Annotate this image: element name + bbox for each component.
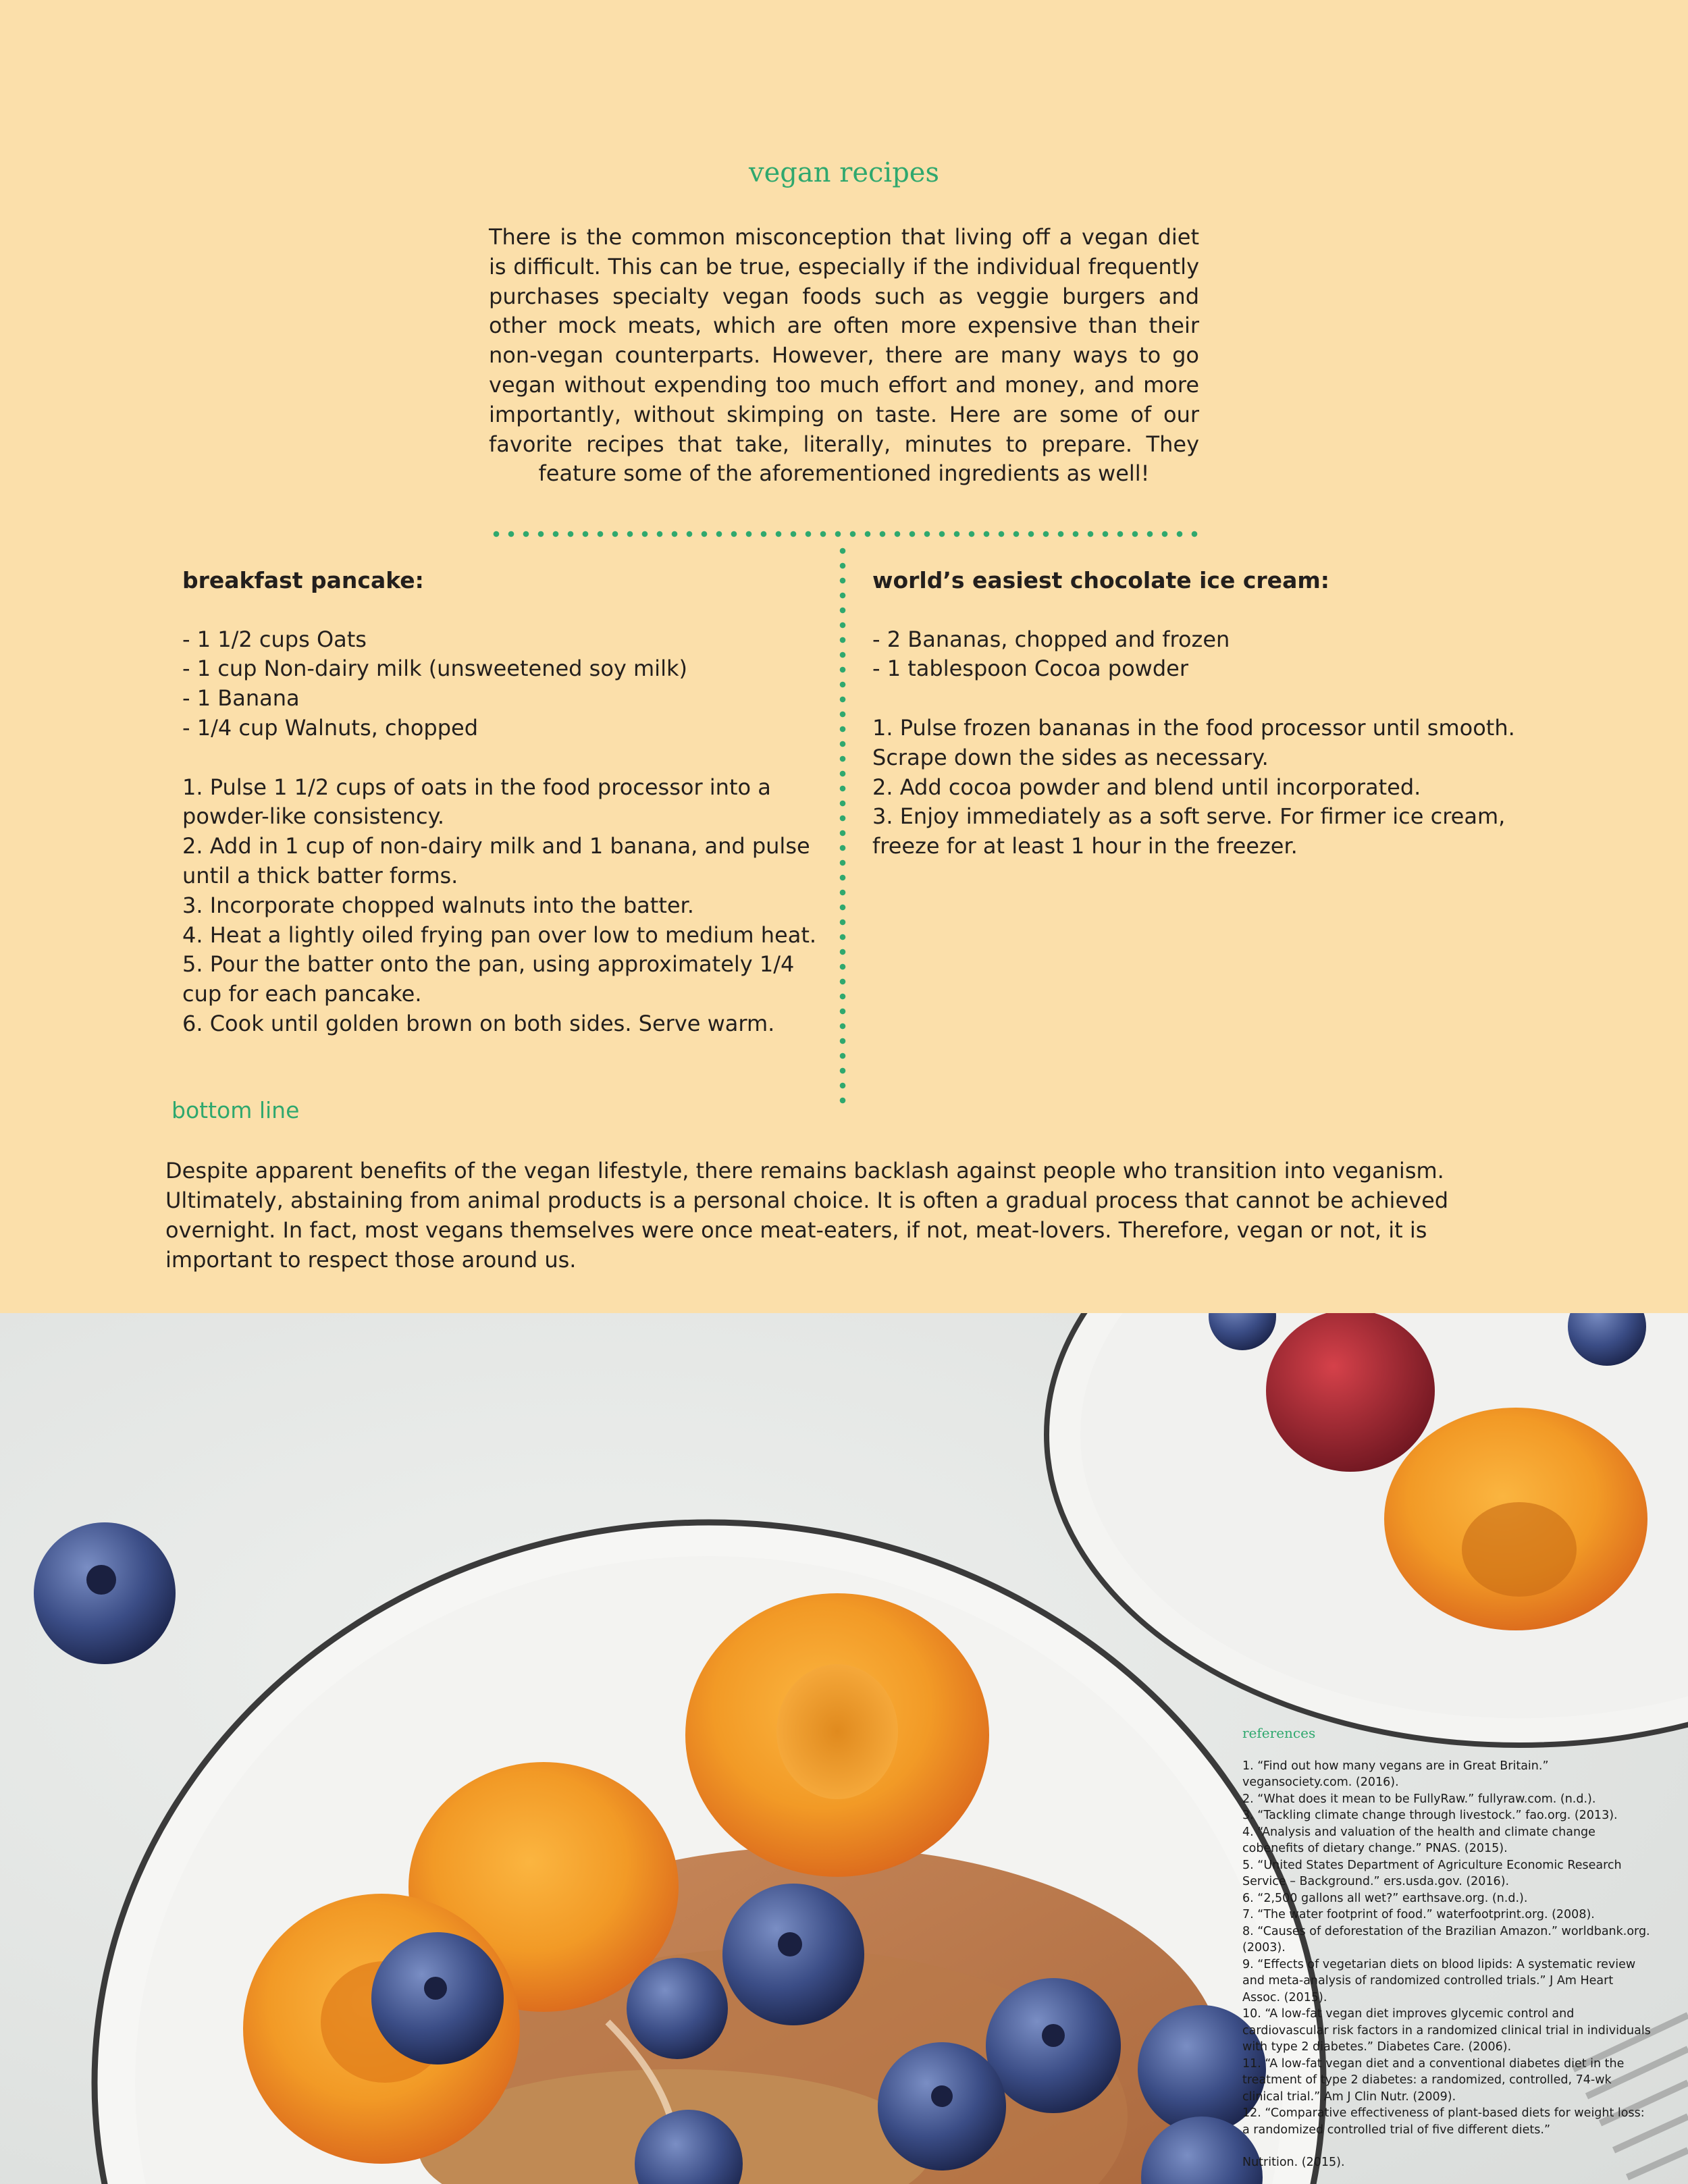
- reference-item: 6. “2,500 gallons all wet?” earthsave.org. (n.d.).: [1242, 1891, 1528, 1905]
- pancake-recipe: [182, 566, 830, 1039]
- step-item: 4. Heat a lightly oiled frying pan over low to medium heat.: [182, 922, 817, 948]
- pancake-steps: [182, 773, 830, 1039]
- ingredient-item: - 1 cup Non-dairy milk (unsweetened soy milk): [182, 656, 687, 682]
- reference-item: 7. “The water footprint of food.” waterfootprint.org. (2008).: [1242, 1908, 1595, 1921]
- reference-item: 9. “Effects of vegetarian diets on blood lipids: A systematic review and meta-analysis of randomized controlled trials.” J Am Heart Assoc. (2015).: [1242, 1957, 1636, 2004]
- pancake-ingredients: [182, 625, 830, 743]
- icecream-ingredients: [872, 625, 1534, 685]
- reference-item: 3. “Tackling climate change through livestock.” fao.org. (2013).: [1242, 1809, 1618, 1822]
- step-item: 2. Add cocoa powder and blend until incorporated.: [872, 774, 1421, 800]
- step-item: 5. Pour the batter onto the pan, using approximately 1/4 cup for each pancake.: [182, 951, 795, 1007]
- step-item: 3. Enjoy immediately as a soft serve. For firmer ice cream, freeze for at least 1 hour in the freezer.: [872, 803, 1506, 859]
- ingredient-item: - 1 1/2 cups Oats: [182, 626, 367, 652]
- intro-paragraph: There is the common misconception that living off a vegan diet is difficult. This can be true, especially if the individual frequently purchases specialty vegan foods such as veggie burgers and other mock meats, which are often more expensive than their non-vegan counterparts. However, there are many ways to go vegan without expending too much effort and money, and more importantly, without skimping on taste. Here are some of our favorite recipes that take, literally, minutes to prepare. They feature some of the aforementioned ingredients as well!: [489, 224, 1199, 487]
- references: [1242, 1725, 1654, 2171]
- icecream-recipe: [872, 566, 1534, 861]
- reference-item: 4. “Analysis and valuation of the health and climate change cobenefits of dietary change.” PNAS. (2015).: [1242, 1825, 1595, 1855]
- bottom-line-heading: bottom line: [172, 1097, 300, 1123]
- ingredient-item: - 1/4 cup Walnuts, chopped: [182, 714, 479, 741]
- ingredient-item: - 1 tablespoon Cocoa powder: [872, 656, 1188, 682]
- reference-item: 10. “A low-fat vegan diet improves glycemic control and cardiovascular risk factors in a randomized clinical trial in individuals with type 2 diabetes.” Diabetes Care. (2006).: [1242, 2007, 1651, 2054]
- bottom-line-paragraph: Despite apparent benefits of the vegan lifestyle, there remains backlash against people who transition into veganism. Ultimately, abstaining from animal products is a personal choice. It is often a gradual process that cannot be achieved overnight. In fact, most vegans themselves were once meat-eaters, if not, meat-lovers. Therefore, vegan or not, it is important to respect those around us.: [165, 1158, 1449, 1273]
- reference-item: Nutrition. (2015).: [1242, 2156, 1345, 2169]
- reference-item: 5. “United States Department of Agriculture Economic Research Service – Background.” ers.usda.gov. (2016).: [1242, 1858, 1622, 1888]
- horizontal-dotted-divider: [489, 530, 1199, 538]
- step-item: 3. Incorporate chopped walnuts into the batter.: [182, 892, 694, 918]
- step-item: 1. Pulse frozen bananas in the food processor until smooth. Scrape down the sides as necessary.: [872, 714, 1515, 770]
- step-item: 1. Pulse 1 1/2 cups of oats in the food processor into a powder-like consistency.: [182, 774, 771, 830]
- vertical-dotted-divider: [839, 543, 847, 1104]
- references-heading: references: [1242, 1725, 1316, 1741]
- reference-item: 11. “A low-fat vegan diet and a conventional diabetes diet in the treatment of type 2 diabetes: a randomized, controlled, 74-wk clinical trial.” Am J Clin Nutr. (2009).: [1242, 2056, 1625, 2104]
- icecream-steps: [872, 714, 1534, 861]
- ingredient-item: - 1 Banana: [182, 685, 300, 712]
- reference-item: 12. “Comparative effectiveness of plant-based diets for weight loss: a randomized controlled trial of five different diets.”: [1242, 2106, 1645, 2137]
- reference-item: 1. “Find out how many vegans are in Great Britain.” vegansociety.com. (2016).: [1242, 1759, 1549, 1789]
- step-item: 2. Add in 1 cup of non-dairy milk and 1 banana, and pulse until a thick batter forms.: [182, 833, 810, 888]
- page-title: vegan recipes: [749, 157, 939, 188]
- reference-item: 2. “What does it mean to be FullyRaw.” fullyraw.com. (n.d.).: [1242, 1792, 1596, 1806]
- step-item: 6. Cook until golden brown on both sides. Serve warm.: [182, 1010, 775, 1036]
- ingredient-item: - 2 Bananas, chopped and frozen: [872, 626, 1230, 652]
- icecream-recipe-title: world’s easiest chocolate ice cream:: [872, 567, 1329, 593]
- reference-item: 8. “Causes of deforestation of the Brazilian Amazon.” worldbank.org. (2003).: [1242, 1924, 1650, 1954]
- pancake-recipe-title: breakfast pancake:: [182, 567, 424, 593]
